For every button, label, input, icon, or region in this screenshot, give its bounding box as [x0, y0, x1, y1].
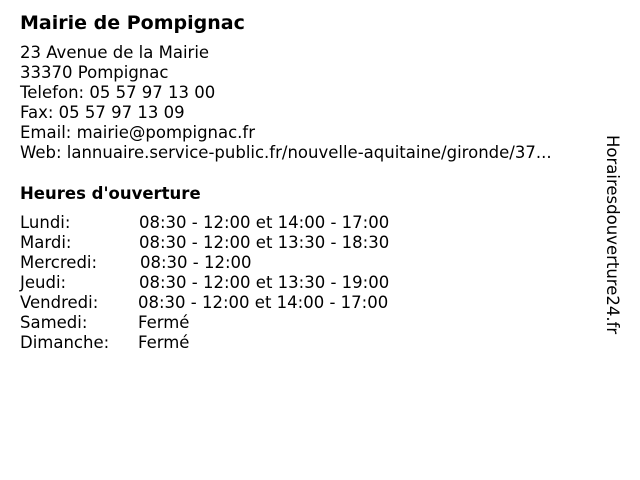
- day-label: Mardi:: [20, 233, 72, 252]
- opening-hours-heading: Heures d'ouverture: [20, 184, 201, 203]
- day-label: Lundi:: [20, 213, 71, 232]
- day-label: Vendredi:: [20, 293, 99, 312]
- day-label: Samedi:: [20, 313, 88, 332]
- day-label: Mercredi:: [20, 253, 98, 272]
- email-address[interactable]: Email: mairie@pompignac.fr: [20, 123, 256, 142]
- hours-value: 08:30 - 12:00 et 14:00 - 17:00: [139, 213, 390, 232]
- hours-value: 08:30 - 12:00 et 13:30 - 19:00: [139, 273, 390, 292]
- day-label: Jeudi:: [20, 273, 67, 292]
- hours-value: Fermé: [138, 333, 190, 352]
- phone-number[interactable]: Telefon: 05 57 97 13 00: [20, 83, 216, 102]
- site-watermark: Horairesdouverture24.fr: [603, 135, 622, 335]
- page-title: Mairie de Pompignac: [20, 12, 245, 34]
- hours-value: 08:30 - 12:00 et 14:00 - 17:00: [138, 293, 389, 312]
- address-block: [20, 43, 552, 163]
- hours-value: 08:30 - 12:00: [140, 253, 252, 272]
- hours-value: Fermé: [138, 313, 190, 332]
- day-label: Dimanche:: [20, 333, 110, 352]
- fax-number: Fax: 05 57 97 13 09: [20, 103, 185, 122]
- website-link[interactable]: Web: lannuaire.service-public.fr/nouvelle-aquitaine/gironde/37...: [20, 143, 552, 162]
- city-address: 33370 Pompignac: [20, 63, 169, 82]
- hours-value: 08:30 - 12:00 et 13:30 - 18:30: [139, 233, 390, 252]
- street-address: 23 Avenue de la Mairie: [20, 43, 210, 62]
